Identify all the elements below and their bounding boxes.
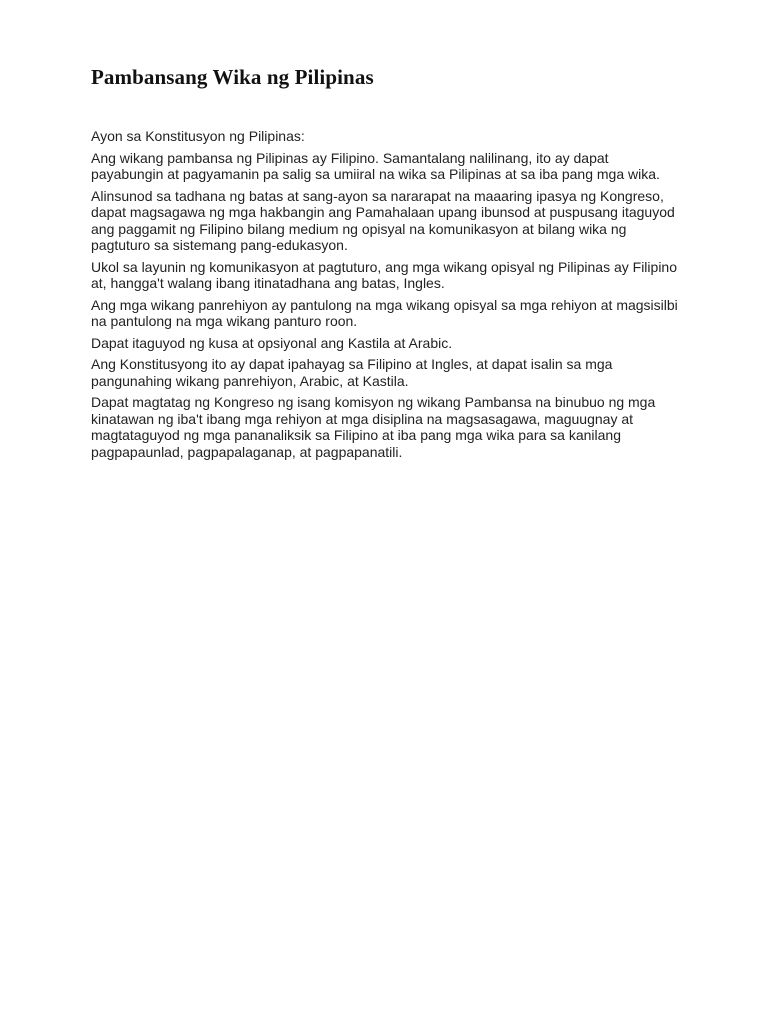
document-title: Pambansang Wika ng Pilipinas	[91, 65, 374, 89]
body-paragraph: Dapat magtatag ng Kongreso ng isang komisyon ng wikang Pambansa na binubuo ng mga kinatawan ng iba't ibang mga rehiyon at mga disiplina na magsasagawa, maguugnay at magtataguyod ng mga pananaliksik sa Filipino at iba pang mga wika para sa kanilang pagpapaunlad, pagpapalaganap, at pagpapanatili.	[91, 394, 656, 460]
body-paragraph: Ukol sa layunin ng komunikasyon at pagtuturo, ang mga wikang opisyal ng Pilipinas ay Filipino at, hangga't walang ibang itinatadhana ang batas, Ingles.	[91, 258, 677, 291]
intro-paragraph: Ayon sa Konstitusyon ng Pilipinas:	[91, 128, 305, 144]
body-paragraph: Ang Konstitusyong ito ay dapat ipahayag sa Filipino at Ingles, at dapat isalin sa mga pangunahing wikang panrehiyon, Arabic, at Kastila.	[91, 356, 613, 389]
body-paragraph: Dapat itaguyod ng kusa at opsiyonal ang Kastila at Arabic.	[91, 334, 453, 351]
body-paragraph: Ang wikang pambansa ng Pilipinas ay Filipino. Samantalang nalilinang, ito ay dapat payabungin at pagyamanin pa salig sa umiiral na wika sa Pilipinas at sa iba pang mga wika.	[91, 149, 660, 182]
body-paragraph: Alinsunod sa tadhana ng batas at sang-ayon sa nararapat na maaaring ipasya ng Kongreso, dapat magsagawa ng mga hakbangin ang Pamahalaan upang ibunsod at puspusang itaguyod ang paggamit ng Filipino bilang medium ng opisyal na komunikasyon at bilang wika ng pagtuturo sa sistemang pang-edukasyon.	[91, 187, 675, 253]
document-body	[91, 128, 681, 465]
body-paragraph: Ang mga wikang panrehiyon ay pantulong na mga wikang opisyal sa mga rehiyon at magsisilbi na pantulong na mga wikang panturo roon.	[91, 296, 678, 329]
